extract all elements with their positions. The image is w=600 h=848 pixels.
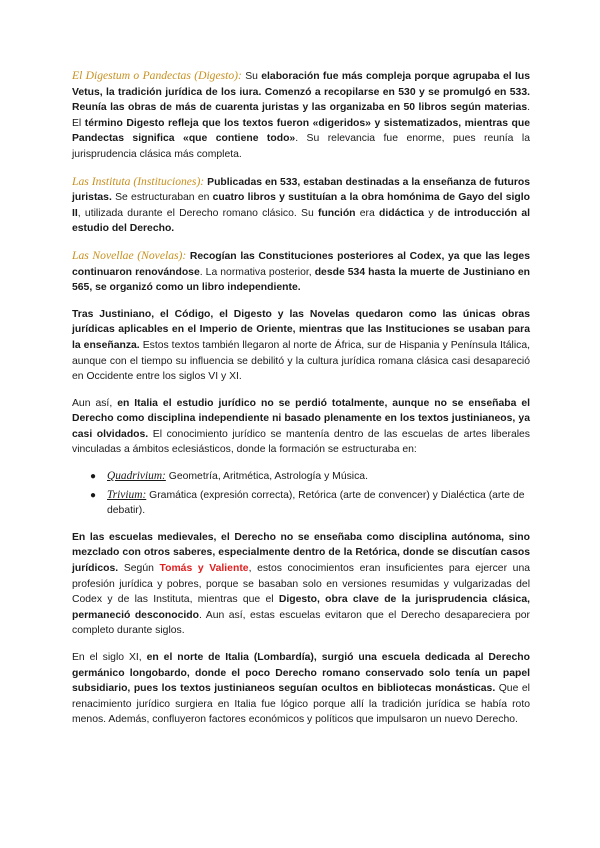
paragraph-escuelas-medievales — [72, 530, 530, 639]
body-text: , utilizada durante el Derecho romano clásico. Su — [77, 207, 318, 219]
liberal-arts-list — [72, 469, 530, 519]
list-term: Trivium: — [107, 488, 147, 501]
bold-text: en el norte de Italia (Lombardía), surgió una escuela dedicada al Derecho germánico longobardo, donde el poco Derecho romano conservado solo tenía un papel subsidiario, pues los textos justinianeos seguían ocultos en bibliotecas monásticas. — [72, 652, 531, 695]
body-text: Aun así, — [72, 397, 118, 409]
body-text: Se estructuraban en — [111, 192, 213, 204]
bold-text: Tras Justiniano, el Código, el Digesto y las Novelas quedaron como las únicas obras jurídicas aplicables en el Imperio de Oriente, mientras que las Instituciones se usaban para la enseñanza. — [72, 308, 530, 351]
bold-text: desde 534 hasta la muerte de Justiniano en 565, se organizó como un libro independiente. — [72, 266, 530, 294]
paragraphs-after-list — [72, 530, 530, 728]
body-text: En el siglo XI, — [72, 652, 147, 663]
bold-text: Recogían las Constituciones posteriores al Codex, ya que las leges continuaron renovándose — [72, 250, 530, 278]
body-text: . La normativa posterior, — [199, 266, 315, 278]
bold-text: de introducción al estudio del Derecho. — [72, 207, 531, 235]
list-description: Geometría, Aritmética, Astrología y Música. — [165, 471, 368, 483]
body-text: . El — [72, 102, 530, 129]
body-text: Según — [118, 563, 160, 575]
body-text: . Su relevancia fue enorme, pues reunía la jurisprudencia clásica más completa. — [72, 133, 531, 160]
list-item — [90, 469, 530, 485]
author-highlight: Tomás y Valiente — [159, 563, 249, 575]
section-heading: El Digestum o Pandectas (Digesto): — [72, 69, 242, 82]
bullet-icon: ● — [90, 471, 97, 483]
list-term: Quadrivium: — [107, 470, 166, 483]
paragraph-aun-asi — [72, 396, 530, 458]
section-heading: Las Novellae (Novelas): — [72, 248, 187, 262]
body-text: Que el renacimiento jurídico surgiera en Italia fue lógico porque allí la tradición jurídica se había roto menos. Además, confluyeron factores económicos y políticos que impulsaron un nuevo Derecho. — [72, 683, 530, 726]
paragraph-digesto — [72, 68, 530, 163]
body-text: , estos conocimientos eran insuficientes para ejercer una profesión jurídica y pobres, porque se basaban solo en versiones resumidas y vulgarizadas del Codex y de las Instituta, mientras que el — [72, 563, 530, 606]
section-heading: Las Instituta (Instituciones): — [72, 174, 205, 188]
list-description: Gramática (expresión correcta), Retórica (arte de convencer) y Dialéctica (arte de debatir). — [107, 489, 525, 517]
bold-text: término Digesto refleja que los textos fueron «digeridos» y sistematizados, mientras que Pandectas significa «que contiene todo» — [72, 117, 530, 145]
bold-text: función — [318, 207, 356, 219]
paragraph-tras-justiniano — [72, 307, 530, 385]
paragraph-instituta — [72, 174, 530, 237]
bold-text: elaboración fue más compleja porque agrupaba el Ius Vetus, la tradición jurídica de los iura. Comenzó a recopilarse en 530 y se promulgó en 533. Reunía las obras de más de cuarenta juristas y las organizaba en 50 libros según materias — [72, 71, 531, 114]
bold-text: didáctica — [379, 207, 425, 219]
body-text: . Aun así, estas escuelas evitaron que el Derecho desapareciera por completo durante siglos. — [72, 609, 531, 637]
bold-text: Digesto, obra clave de la jurisprudencia clásica, permaneció desconocido — [72, 594, 530, 621]
bold-text: En las escuelas medievales, el Derecho no se enseñaba como disciplina autónoma, sino mezclado con otros saberes, especialmente dentro de la Retórica, donde se discutían casos jurídicos. — [72, 531, 530, 575]
bullet-icon: ● — [90, 489, 97, 501]
paragraphs-before-list — [72, 68, 530, 458]
body-text: Su — [241, 71, 262, 82]
paragraph-siglo-xi — [72, 650, 530, 728]
body-text: era — [355, 207, 380, 219]
list-item — [90, 488, 530, 519]
body-text: y — [424, 207, 438, 219]
body-text: El conocimiento jurídico se mantenía dentro de las escuelas de artes liberales vinculadas a ámbitos eclesiásticos, donde la formación se estructuraba en: — [72, 428, 530, 456]
bold-text: cuatro libros y sustituían a la obra homónima de Gayo del siglo II — [72, 192, 531, 219]
bold-text: Publicadas en 533, estaban destinadas a la enseñanza de futuros juristas. — [72, 176, 530, 204]
bold-text: en Italia el estudio jurídico no se perdió totalmente, aunque no se enseñaba el Derecho como disciplina independiente ni basado plenamente en los textos justinianeos, ya casi olvidados. — [72, 397, 530, 440]
body-text: Estos textos también llegaron al norte de África, sur de Hispania y Península Itálica, aunque con el tiempo su influencia se debilitó y la cultura jurídica romana clásica casi desapareció en Occidente entre los siglos VI y XI. — [72, 339, 530, 383]
paragraph-novellae — [72, 248, 530, 296]
